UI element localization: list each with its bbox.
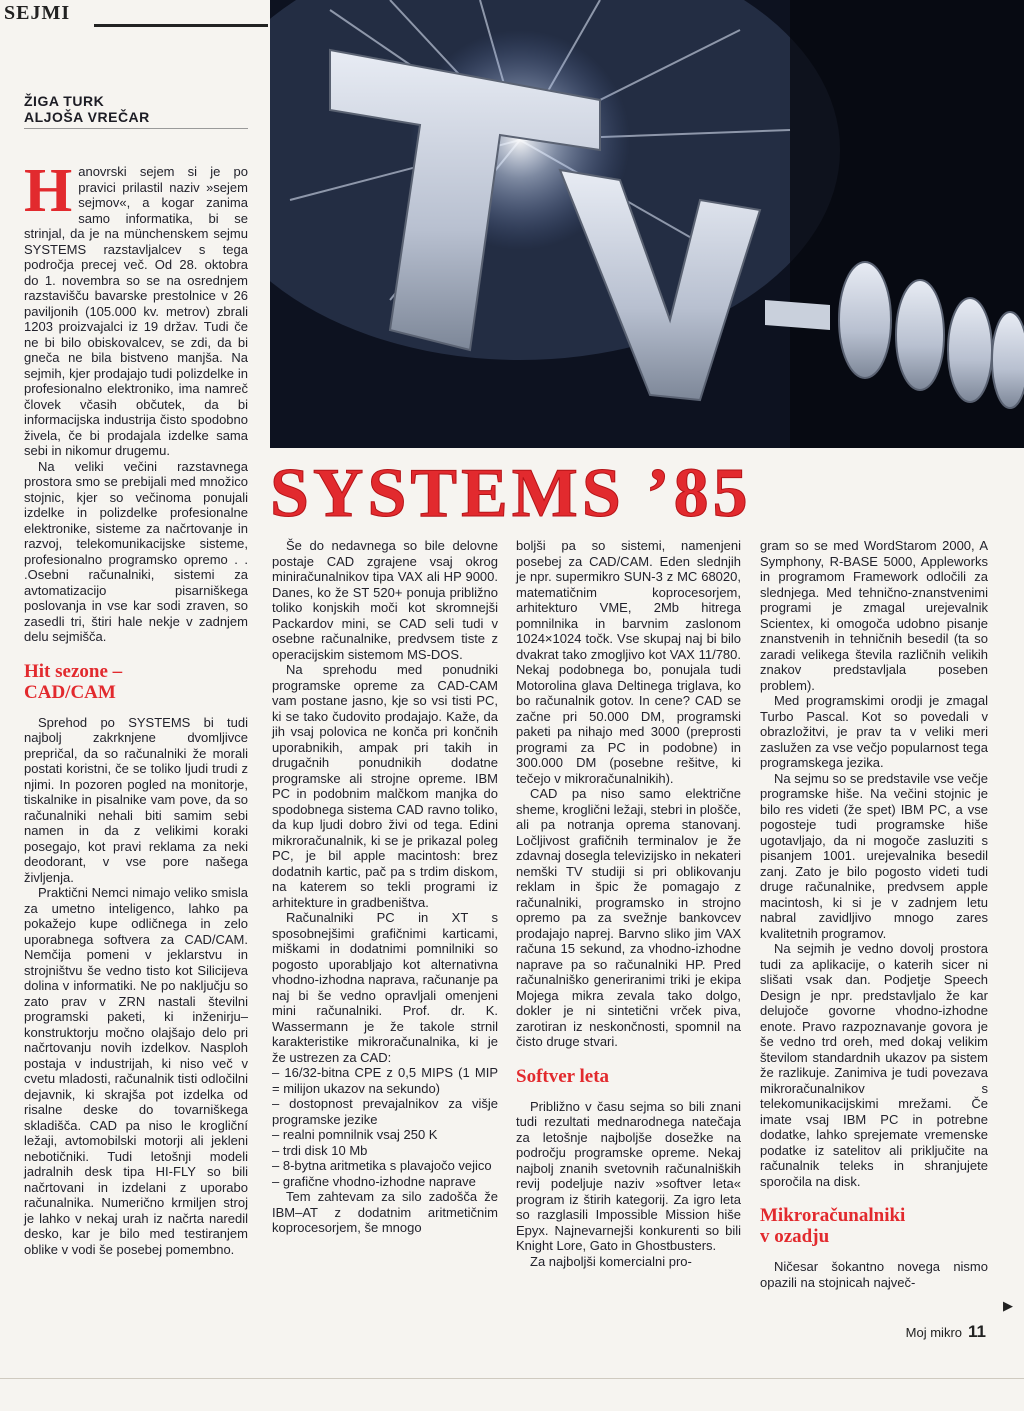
body-paragraph: Sprehod po SYSTEMS bi tudi najbolj zakrknjene dvomljivce prepričal, da so računalniki že morali postati koristni, če se toliko ljudi trudi z njimi. In pozoren pogled na monitorje, tiskalnike in pisalnike vam pove, da so računalniki nehali biti samim sebi namen in da z velikimi koraki posegajo, kot pravi reklama za neki deodorant, v vse pore našega življenja. [24,714,248,885]
body-paragraph: Med programskimi orodji je zmagal Turbo Pascal. Kot so povedali v obrazložitvi, je prav ta v veliki meri zaslužen za vse večjo popularnost tega programskega jezika. [760,693,988,770]
subheading-line: Mikroračunalniki [760,1205,906,1226]
list-item: – realni pomnilnik vsaj 250 K [272,1127,438,1142]
page-number: 11 [968,1322,986,1341]
article-column-3 [516,538,741,1269]
list-item: – 8-bytna aritmetika s plavajočo vejico [272,1158,492,1173]
article-column-2 [272,538,498,1236]
subheading-line: v ozadju [760,1226,830,1247]
magazine-name: Moj mikro [905,1325,963,1340]
article-column-4 [760,538,988,1290]
author-name: ŽIGA TURK [24,93,105,109]
body-paragraph: Računalniki PC in XT s sposobnejšimi grafičnimi karticami, miškami in dodatnimi pomnilniki so pogosto uporabljajo kot alternativna vhodno-izhodna naprava, računanje pa naj bi še vedno opravljali omenjeni mini računalniki. Prof. dr. K. Wassermann je že takole strnil karakteristike mikroračunalnika, ki je že ustrezen za CAD: [272,910,498,1065]
article-column-1 [24,157,248,1257]
subheading-hit-sezone [24,661,248,703]
intro-text: anovrski sejem si je po pravici prilastil naziv »sejem sejmov«, a kogar zanima samo informatika, bi se strinjal, da je na münchenskem sejmu SYSTEMS razstavljalcev s tega področja precej več. Od 28. oktobra do 1. novembra so se na osrednjem razstavišču bavarske prestolnice v 26 paviljonih (105.000 kv. metrov) zbrali 1203 proizvajalci iz 19 držav. Tudi če ne bi bilo obiskovalcev, se zdi, da bi gneča ne bila bistveno manjša. Na sejmih, kjer prodajajo tudi polizdelke in profesionalno elektroniko, ima namreč človek včasih občutek, da bi informacijska industrija čisto spodobno živela, če bi prodajala izdelke sama sebi in nikomur drugemu. [24,164,248,458]
list-item: – 16/32-bitna CPE z 0,5 MIPS (1 MIP = milijon ukazov na sekundo) [272,1065,498,1096]
body-paragraph: CAD pa niso samo električne sheme, kroglični ležaji, stebri in plošče, ali pa notranja oprema stanovanj. Ločljivost grafičnih terminalov je že zdavnaj dosegla televizijsko in nekateri nemški TV studiji si pri oblikovanju reklam in špic že pomagajo z računalniki, programsko in strojno opremo pa za svežnje bankovcev prodajajo naprej. Barvno sliko jim VAX računa 15 sekund, za vhodno-izhodne naprave pa so računalniki HP. Pred računalniško generiranimi triki je ekipa Mojega mikra zevala tako dolgo, dokler je ni sintetični vrček piva, zarotiran iz neskončnosti, spomnil na čisto druge stvari. [516,786,741,1049]
continue-arrow-icon: ▶ [1003,1298,1013,1313]
list-item: – dostopnost prevajalnikov za višje programske jezike [272,1096,498,1127]
body-paragraph: Praktični Nemci nimajo veliko smisla za umetno inteligenco, lahko pa pokažejo kupe odličnega in zelo uporabnega softvera za CAD/CAM. Nemčija pomeni v jeklarstvu in strojništvu še vedno tisto kot Silicijeva dolina v informatiki. Ne po naključju so zato prav v ZRN nastali številni programski paketi, ki inženirju–konstruktorju močno olajšajo delo pri načrtovanju novih izdelkov. Nasploh postaja v industrijah, ki niso več v cvetu mladosti, računalnik tisti odločilni dejavnik, ki skrajša pot izdelka od risalne deske do tovarniškega skladišča. CAD pa niso le krogliční ležaji, avtomobilski motorji ali jekleni nebotičniki. Tudi letošnji modeli jadralnih desk tipa HI-FLY so bili načrtovani in izdelani z uporabo računalnika. Numerično krmiljen stroj je lahko v nekaj urah iz načrta naredil desko, kar je bilo med testiranjem oblike v vodi še posebej pomembno. [24,885,248,1257]
section-rule [94,24,268,27]
body-paragraph: Še do nedavnega so bile delovne postaje CAD zgrajene vsaj okrog miniračunalnikov tipa VAX ali HP 9000. Danes, ko že ST 520+ ponuja približno toliko konjskih moči kot skromnejši Packardov mini, se CAD seli tudi v osebne računalnike, predvsem tiste z operacijskim sistemom MS-DOS. [272,538,498,662]
article-headline: SYSTEMS ’85 [270,455,752,532]
body-paragraph: Na sprehodu med ponudniki programske opreme za CAD-CAM vam postane jasno, kje so vsi tisti PC, ki se tako čudovito prodajajo. Kaže, da jih vsaj polovica ne konča pri končnih uporabnikih, ampak pri takih in drugačnih ponudnikih dodatne programske ali strojne opreme. IBM PC in podobnim malčkom manjka do spodobnega sistema CAD ravno toliko, da kup ljudi dobro živi od tega. Edini mikroračunalnik, ki se je prikazal poleg PC, je bil apple macintosh: brez dodatnih kartic, pač pa s trdim diskom, na katerem so tekli programi iz arhitekture in gradbeništva. [272,662,498,910]
subheading-softver-leta: Softver leta [516,1065,610,1087]
body-paragraph: Za najboljši komercialni pro- [530,1253,692,1269]
hero-photo [270,0,1024,448]
author-name: ALJOŠA VREČAR [24,109,150,125]
section-label: SEJMI [4,2,71,24]
body-paragraph: Ničesar šokantno novega nismo opazili na stojnicah največ- [760,1259,988,1290]
intro-paragraph [24,157,248,459]
body-paragraph: Na veliki večini razstavnega prostora smo se prebijali med množico stojnic, kjer so večinoma ponujali izdelke in polizdelke profesionalne elektronike, sisteme za načrtovanje in razvoj, telekomunikacijske sisteme, profesionalno programsko opremo . . .Osebni računalniki, sistemi za avtomatizacijo pisarniškega poslovanja in vse kar sodi zraven, so zasedli tri, štiri hale nekje v zadnjem delu sejmišča. [24,458,248,644]
page-footer [906,1322,986,1342]
body-paragraph: Približno v času sejma so bili znani tudi rezultati mednarodnega natečaja za letošnje najboljše dosežke na področju programske opreme. Nekaj najbolj znanih svetovnih računalniških revij podeljuje naziv »softver leta« program iz štirih kategorij. Za igro leta so razglasili Impossible Mission hiše Epyx. Najnevarnejši konkurenti so bili Knight Lore, Gato in Ghostbusters. [516,1098,741,1253]
author-byline [24,93,248,125]
byline-rule [24,128,248,129]
list-item: – grafične vhodno-izhodne naprave [272,1173,476,1189]
body-paragraph: Na sejmu so se predstavile vse večje programske hiše. Na večini stojnic je bilo res videti (že spet) IBM PC, a vse pogosteje tudi programske hiše ugotavljajo, da ni mogoče zasluziti s pisanjem 1001. urejevalnika besedil zanj. Zato je bilo pogosto videti tudi druge računalnike, predvsem apple macintosh, ki si je v zadnjem letu nabral zavidljivo mnogo zares kvalitetnih programov. [760,770,988,941]
body-paragraph: Na sejmih je vedno dovolj prostora tudi za aplikacije, o katerih sicer ni slišati vsak dan. Podjetje Speech Design je npr. predstavljalo že kar delujoče govorne vhodno-izhodne enote. Pravo razpoznavanje govora je še vedno trd oreh, med dokaj velikim številom standardnih ukazov pa sistem že razlikuje. Zanimiva je tudi povezava mikroračunalnikov s telekomunikacijskimi mrežami. Če imate vsaj IBM PC in potrebne dodatke, lahko sprejemate vremenske podatke iz satelitov ali priključite na računalnik teleks in shranjujete sporočila na disk. [760,941,988,1189]
subheading-line: CAD/CAM [24,681,116,703]
body-paragraph: gram so se med WordStarom 2000, A Symphony, R-BASE 5000, Appleworks in programom Framework odločili za slednjega. Med tehnično-znanstvenimi programi je zmagal urejevalnik Scientex, ki omogoča udobno pisanje znanstvenih in tehničnih besedil (ta so zaradi velikega števila različnih velikih znakov predstavljala poseben problem). [760,538,988,693]
body-paragraph: Tem zahtevam za silo zadošča že IBM–AT z dodatnim aritmetičnim koprocesorjem, še mnogo [272,1189,498,1235]
subheading-mikroracunalniki [760,1205,988,1247]
list-item: – trdi disk 10 Mb [272,1142,368,1158]
body-paragraph: boljši pa so sistemi, namenjeni posebej za CAD/CAM. Eden slednjih je npr. supermikro SUN-3 z MC 68020, matematičnim koprocesorjem, arhitekturo VME, 2Mb hitrega pomnilnika in barvnim zaslonom 1024×1024 točk. Vse skupaj naj bi bilo dvakrat tako zmogljivo kot VAX 11/780. Nekaj podobnega bo, ponujala tudi Motorolina glava Deltinega triglava, ko bo računalnik gotov. In cene? CAD se začne pri 50.000 DM, programski paketi pa nihajo med 3000 (preprosti programi za PC in podobne) in 300.000 DM (posebne rešitve, ki tečejo v mikroračunalnikih). [516,538,741,786]
photo-illustration [270,0,1024,448]
bottom-rule [0,1378,1024,1379]
cad-requirements-list [272,1065,498,1189]
drop-cap: H [24,157,73,225]
subheading-line: Hit sezone – [24,660,123,682]
